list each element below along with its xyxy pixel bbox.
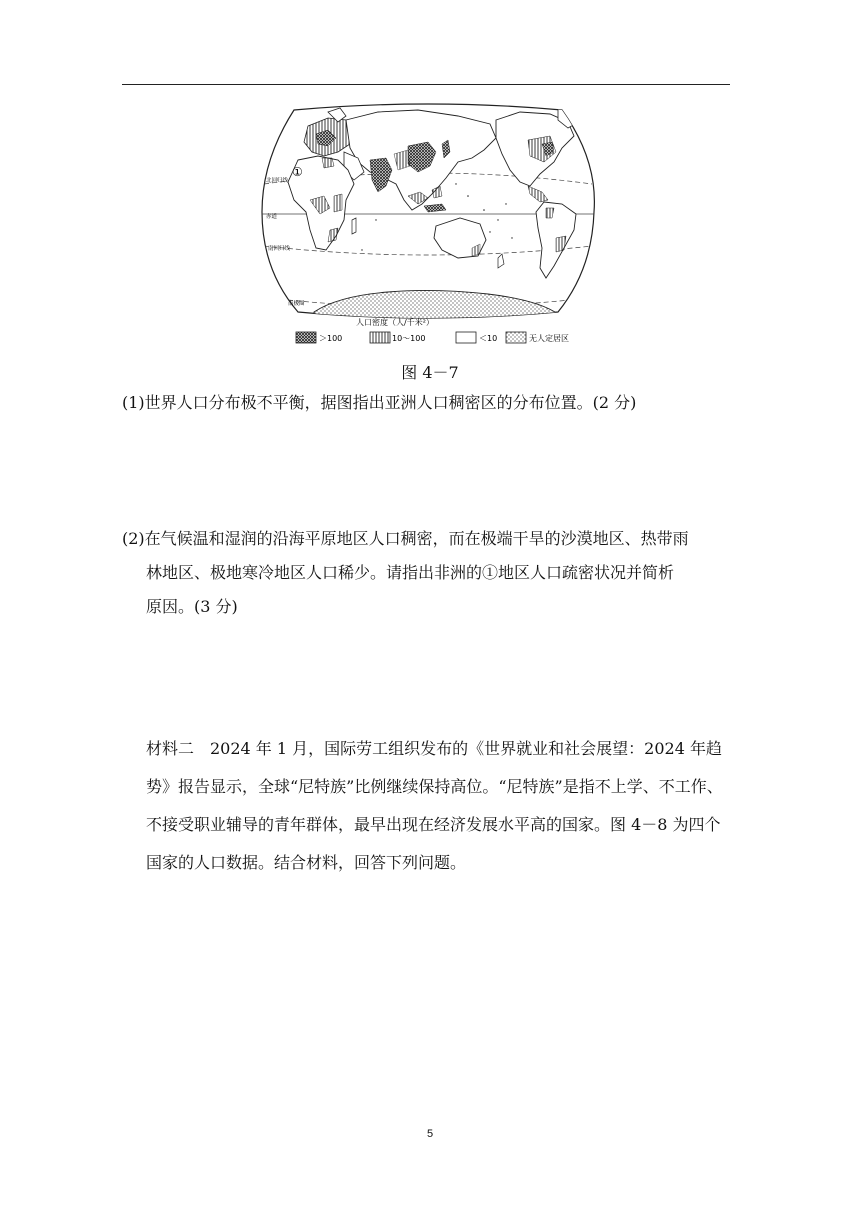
question-2-line-1: (2)在气候温和湿润的沿海平原地区人口稠密，而在极端干旱的沙漠地区、热带雨 [122, 529, 689, 548]
equator-label: 赤道 [266, 214, 278, 220]
material-2-paragraph: 材料二 2024 年 1 月，国际劳工组织发布的《世界就业和社会展望：2024 年趋势》报告显示，全球“尼特族”比例继续保持高位。“尼特族”是指不上学、不工作、不接受职业辅导的青年群体，最早出现在经济发展水平高的国家。图 4－8 为四个国家的人口数据。结合材料，回答下列问题。 [146, 739, 723, 872]
legend-title: 人口密度（人/千米²） [356, 318, 434, 327]
page-number: 5 [426, 1128, 434, 1140]
population-density-map [258, 100, 598, 352]
legend-swatch-sparse [456, 332, 476, 343]
figure-caption: 图 4－7 [401, 363, 459, 382]
region-marker: ① [292, 165, 303, 179]
legend-swatch-dense [296, 332, 316, 343]
question-2 [122, 522, 734, 624]
question-2-line-2: 林地区、极地寒冷地区人口稀少。请指出非洲的①地区人口疏密状况并简析 [146, 563, 675, 582]
question-1: (1)世界人口分布极不平衡，据图指出亚洲人口稠密区的分布位置。(2 分) [122, 393, 637, 412]
legend-label-uninhabited: 无人定居区 [529, 334, 569, 343]
legend-label-sparse: ＜10 [479, 334, 498, 343]
legend [296, 332, 569, 343]
legend-label-medium: 10～100 [392, 334, 426, 343]
header-rule [122, 84, 730, 85]
antarctic-circle-label: 南极圈 [288, 301, 305, 307]
legend-swatch-medium [370, 332, 390, 343]
tropic-south-label: 南回归线 [268, 246, 291, 252]
legend-swatch-uninhabited [506, 332, 526, 343]
tropic-north-label: 北回归线 [266, 178, 289, 184]
legend-label-dense: ＞100 [319, 334, 343, 343]
question-2-line-3: 原因。(3 分) [146, 597, 238, 616]
